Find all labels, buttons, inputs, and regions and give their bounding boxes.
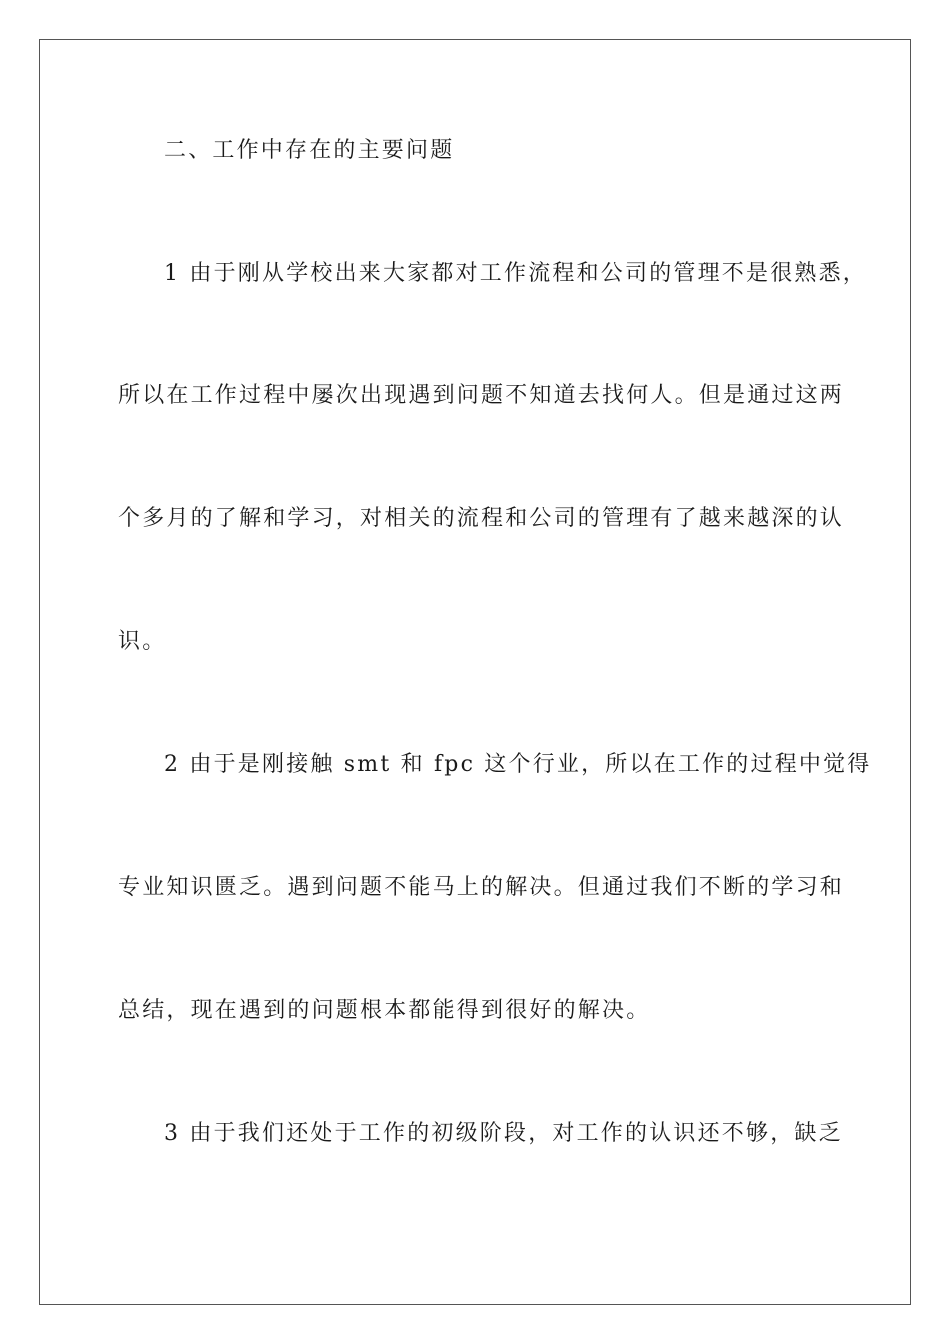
paragraph-line: 专业知识匮乏。遇到问题不能马上的解决。但通过我们不断的学习和 bbox=[118, 875, 845, 900]
paragraph-line: 3 由于我们还处于工作的初级阶段，对工作的认识还不够，缺乏 bbox=[164, 1121, 843, 1146]
paragraph-line: 2 由于是刚接触 smt 和 fpc 这个行业，所以在工作的过程中觉得 bbox=[164, 752, 872, 777]
paragraph-line: 个多月的了解和学习，对相关的流程和公司的管理有了越来越深的认 bbox=[118, 506, 845, 531]
paragraph-line: 1 由于刚从学校出来大家都对工作流程和公司的管理不是很熟悉， bbox=[164, 261, 867, 286]
paragraph-line: 识。 bbox=[118, 629, 167, 654]
paragraph-line: 所以在工作过程中屡次出现遇到问题不知道去找何人。但是通过这两 bbox=[118, 383, 845, 408]
paragraph-line: 总结，现在遇到的问题根本都能得到很好的解决。 bbox=[118, 998, 651, 1023]
section-heading: 二、工作中存在的主要问题 bbox=[164, 138, 455, 163]
page-border bbox=[39, 39, 911, 1305]
